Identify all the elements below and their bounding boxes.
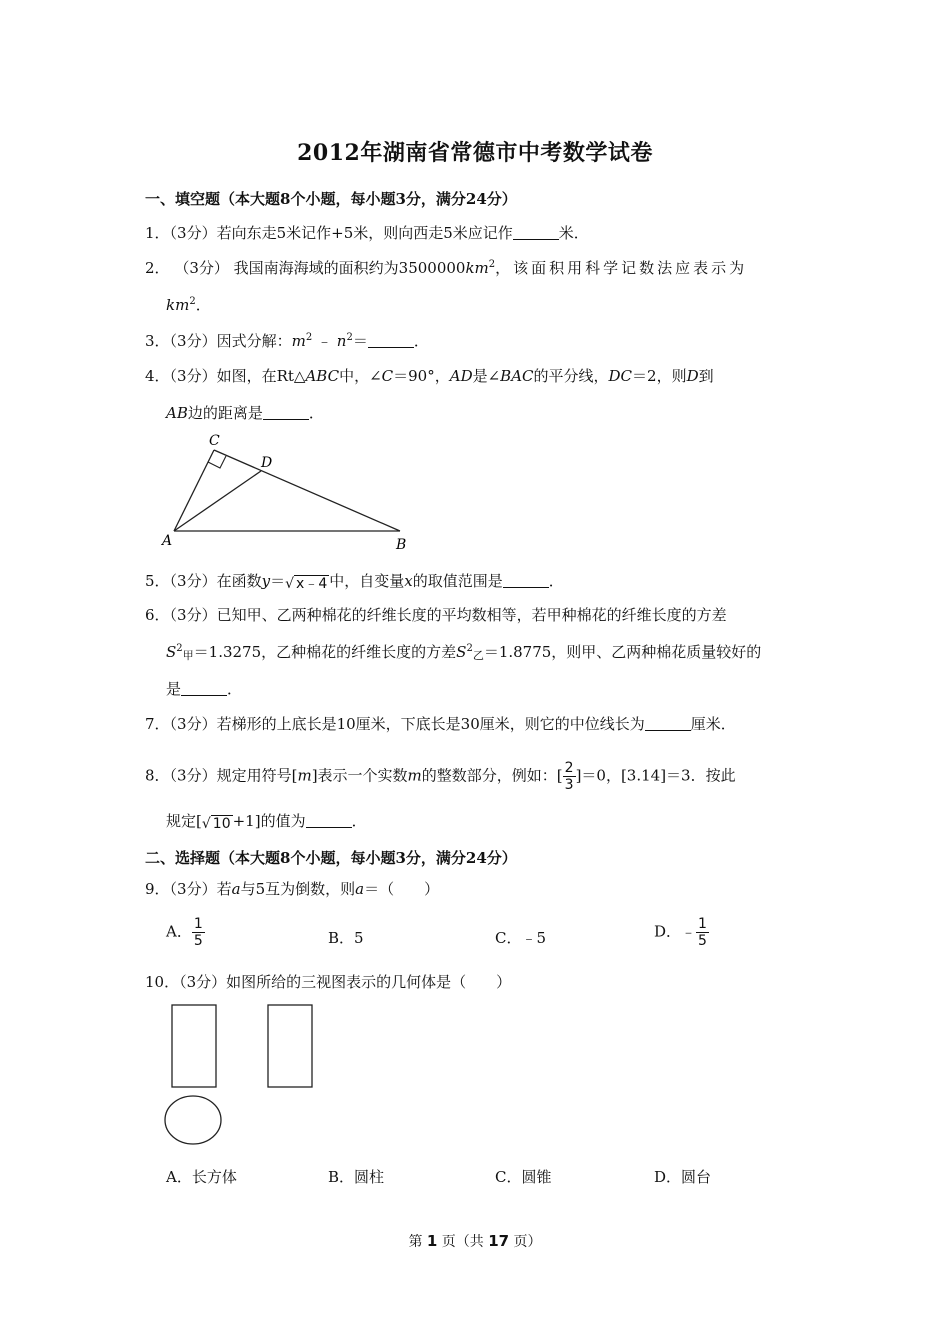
question-2-cont: $km^2$． — [166, 296, 211, 314]
sqrt-expression: √ 10 — [201, 816, 231, 832]
label-d: D — [261, 455, 273, 471]
answer-blank — [368, 333, 414, 348]
top-view-circle — [165, 1096, 221, 1144]
option-d[interactable]: D．圆台 — [654, 1168, 712, 1186]
question-6: 6．（3分）已知甲、乙两种棉花的纤维长度的平均数相等，若甲种棉花的纤维长度的方差 — [145, 606, 727, 624]
fraction: $\frac{2}{3}$ — [564, 760, 574, 793]
answer-blank — [503, 573, 549, 588]
answer-blank — [513, 225, 559, 240]
question-5: 5．（3分）在函数y＝√ x﹣4 中，自变量x的取值范围是 ． — [145, 572, 564, 592]
option-a[interactable]: A．长方体 — [166, 1168, 237, 1186]
answer-blank — [645, 716, 691, 731]
answer-blank — [263, 405, 309, 420]
question-8-cont: 规定[√ 10 +1]的值为 ． — [166, 812, 367, 832]
question-6-cont: $S^2_甲=1.3275$，乙种棉花的纤维长度的方差$S^2_乙=1.8775$，则甲、乙两种棉花质量较好的 — [166, 643, 762, 662]
question-6-cont2: 是 ． — [166, 680, 243, 698]
option-b[interactable]: B．圆柱 — [328, 1168, 385, 1186]
label-c: C — [209, 433, 220, 449]
option-c[interactable]: C．圆锥 — [495, 1168, 552, 1186]
front-view-rect — [172, 1005, 216, 1087]
page-title: 2012年湖南省常德市中考数学试卷 — [297, 140, 653, 166]
sqrt-expression: √ x﹣4 — [285, 576, 328, 592]
three-view-figure — [160, 1000, 330, 1150]
section-2-heading: 二、选择题（本大题8个小题，每小题3分，满分24分） — [145, 849, 517, 867]
page-footer: 第 1 页（共 17 页） — [408, 1232, 542, 1250]
option-d[interactable]: D．﹣ $\frac{1}{5}$ — [654, 916, 707, 949]
label-a: A — [162, 533, 173, 549]
question-7: 7．（3分）若梯形的上底长是10厘米，下底长是30厘米，则它的中位线长为 厘米． — [145, 715, 736, 733]
side-cb — [214, 450, 400, 531]
question-3: 3．（3分）因式分解：$m^2$ ﹣ $n^2=$ ． — [145, 332, 429, 350]
bisector-ad — [174, 471, 261, 531]
label-b: B — [396, 537, 407, 553]
triangle-figure — [160, 428, 420, 558]
answer-blank — [306, 813, 352, 828]
question-10: 10．（3分）如图所给的三视图表示的几何体是（ ） — [145, 973, 512, 991]
question-8: 8．（3分）规定用符号[m]表示一个实数m的整数部分，例如：[ $\frac{2}{3}$ ]＝0，[3.14]＝3．按此 — [145, 760, 736, 793]
side-view-rect — [268, 1005, 312, 1087]
question-4-cont: AB边的距离是 ． — [166, 404, 324, 422]
option-a[interactable]: A． $\frac{1}{5}$ — [166, 916, 203, 949]
option-c[interactable]: C．﹣5 — [495, 929, 547, 947]
section-1-heading: 一、填空题（本大题8个小题，每小题3分，满分24分） — [145, 190, 517, 208]
question-4: 4．（3分）如图，在Rt△ABC中，∠C＝90°，AD是∠BAC的平分线，DC＝2，则D到 — [145, 367, 714, 385]
question-9: 9．（3分）若a与5互为倒数，则a＝（ ） — [145, 880, 440, 898]
question-2: 2． （3分） 我国南海海域的面积约为$3500000km^2$，该面积用科学记数法应表示为 — [145, 259, 748, 277]
answer-blank — [181, 681, 227, 696]
option-b[interactable]: B．5 — [328, 929, 364, 947]
question-1: 1．（3分）若向东走5米记作+5米，则向西走5米应记作 米． — [145, 224, 589, 242]
